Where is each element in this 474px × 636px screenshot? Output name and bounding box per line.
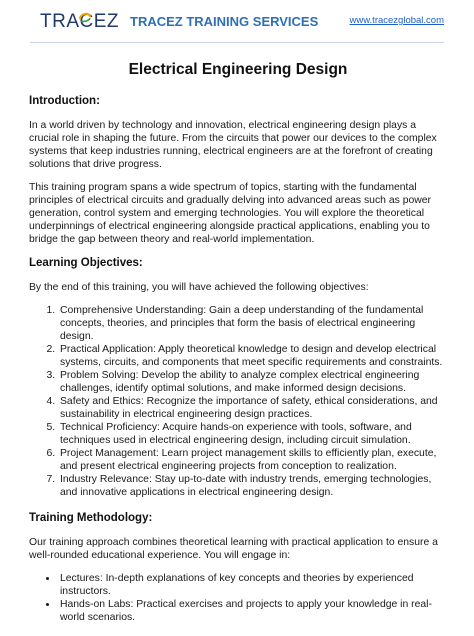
list-item: 5. Technical Proficiency: Acquire hands-on experience with tools, software, and techniques used in electrical engineering design, including circuit simulation. xyxy=(58,421,447,447)
list-item: 7. Industry Relevance: Stay up-to-date with industry trends, emerging technologies, and innovative applications in electrical engineering design. xyxy=(58,473,447,499)
company-name: TRACEZ TRAINING SERVICES xyxy=(130,14,319,29)
list-item: 2. Practical Application: Apply theoretical knowledge to design and develop electrical systems, circuits, and components that meet specific requirements and constraints. xyxy=(58,343,447,369)
training-methodology-intro: Our training approach combines theoretical learning with practical application to ensure a well-rounded educational experience. You will engage in: xyxy=(29,537,438,561)
introduction-heading: Introduction: xyxy=(29,95,100,107)
learning-objectives-list xyxy=(29,304,447,499)
website-link[interactable]: www.tracezglobal.com xyxy=(349,15,444,26)
header-divider xyxy=(30,42,444,43)
list-item: 4. Safety and Ethics: Recognize the importance of safety, ethical considerations, and sustainability in electrical engineering design practices. xyxy=(58,395,447,421)
training-methodology-heading: Training Methodology: xyxy=(29,512,153,524)
logo-swirl-icon xyxy=(78,10,92,24)
list-item: 1. Comprehensive Understanding: Gain a deep understanding of the fundamental concepts, theories, and principles that form the basis of electrical engineering design. xyxy=(58,304,447,343)
document-title: Electrical Engineering Design xyxy=(128,61,348,78)
training-methodology-list xyxy=(29,572,447,624)
introduction-paragraph-1: In a world driven by technology and innovation, electrical engineering design plays a crucial role in shaping the future. From the circuits that power our devices to the complex systems that keep industries running, electrical engineers are at the forefront of creating solutions that drive progress. xyxy=(29,120,437,170)
list-item: • Hands-on Labs: Practical exercises and projects to apply your knowledge in real-world scenarios. xyxy=(58,598,447,624)
list-item: 3. Problem Solving: Develop the ability to analyze complex electrical engineering challenges, identify optimal solutions, and make informed design decisions. xyxy=(58,369,447,395)
learning-objectives-intro: By the end of this training, you will have achieved the following objectives: xyxy=(29,282,369,293)
learning-objectives-heading: Learning Objectives: xyxy=(29,257,143,269)
list-item: • Lectures: In-depth explanations of key concepts and theories by experienced instructors. xyxy=(58,572,447,598)
page-header xyxy=(0,0,474,44)
document-body xyxy=(29,60,447,636)
logo-text: TRACEZ xyxy=(40,11,119,32)
tracez-logo xyxy=(40,12,119,32)
list-item: 6. Project Management: Learn project management skills to efficiently plan, execute, and present electrical engineering projects from conception to realization. xyxy=(58,447,447,473)
introduction-paragraph-2: This training program spans a wide spectrum of topics, starting with the fundamental principles of electrical circuits and gradually delving into advanced areas such as power generation, control system and emerging technologies. You will explore the theoretical underpinnings of electrical engineering alongside practical applications, enabling you to bridge the gap between theory and real-world implementation. xyxy=(29,182,431,245)
